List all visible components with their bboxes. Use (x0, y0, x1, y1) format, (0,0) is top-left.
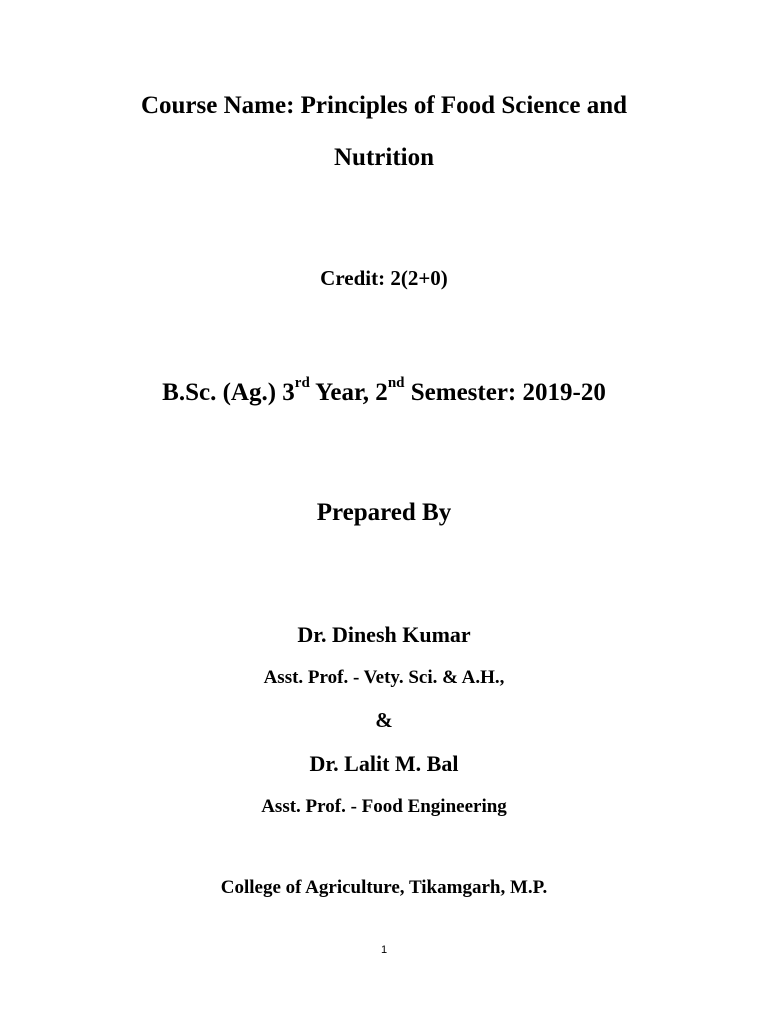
course-title-line-2: Nutrition (334, 144, 434, 171)
author-designation-1: Asst. Prof. - Vety. Sci. & A.H., (263, 667, 505, 688)
page-number: 1 (380, 944, 388, 956)
program-prefix: B.Sc. (Ag.) 3 (162, 379, 295, 406)
program-suffix: Semester: 2019-20 (404, 379, 606, 406)
prepared-by-heading: Prepared By (316, 499, 452, 526)
college-name: College of Agriculture, Tikamgarh, M.P. (220, 877, 548, 898)
author-conjunction: & (375, 708, 393, 732)
year-superscript: rd (294, 375, 310, 391)
course-credit: Credit: 2(2+0) (320, 266, 448, 290)
program-line (0, 375, 768, 407)
semester-superscript: nd (387, 375, 405, 391)
program-middle: Year, 2 (309, 379, 388, 406)
author-name-1: Dr. Dinesh Kumar (297, 622, 471, 647)
author-designation-2: Asst. Prof. - Food Engineering (261, 796, 507, 817)
course-title-line-1: Course Name: Principles of Food Science and (140, 92, 628, 119)
author-name-2: Dr. Lalit M. Bal (309, 751, 459, 776)
